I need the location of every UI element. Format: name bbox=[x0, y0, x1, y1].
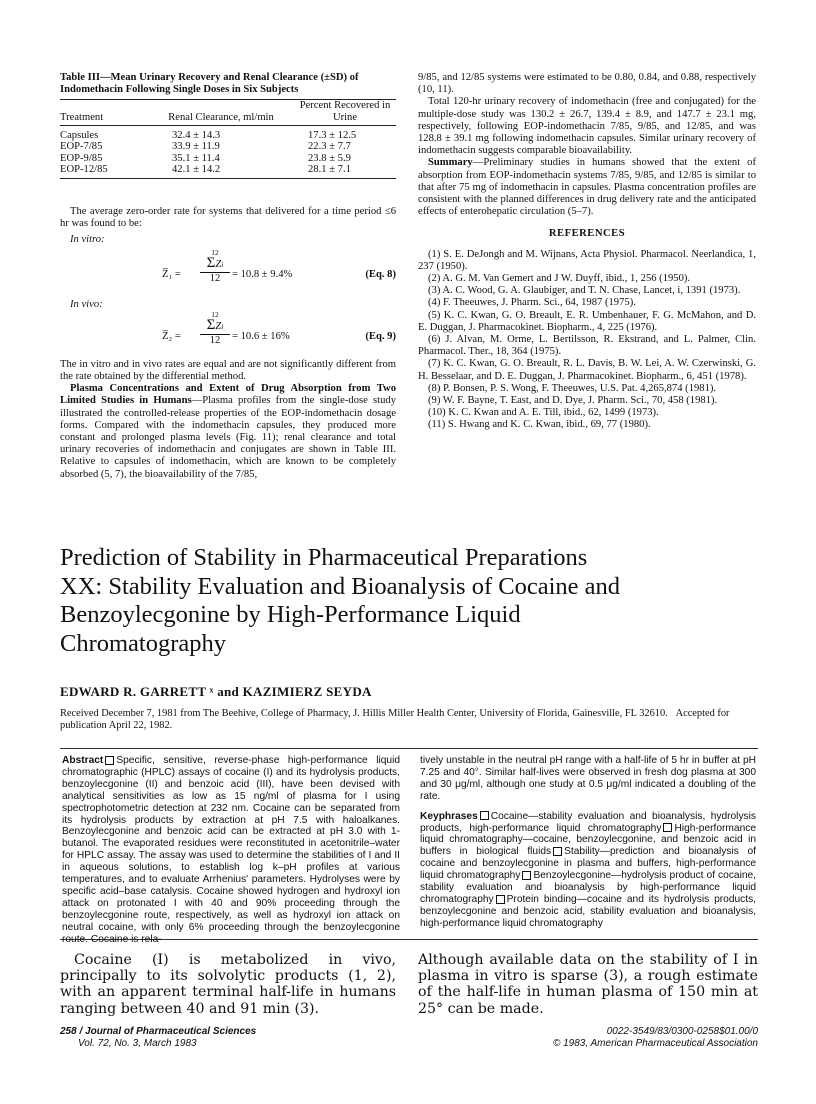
table-cell: 35.1 ± 11.4 bbox=[172, 152, 220, 164]
copyright-line: © 1983, American Pharmaceutical Association bbox=[552, 1038, 758, 1049]
in-vivo-label: In vivo: bbox=[70, 298, 103, 310]
urinary-recovery-table bbox=[60, 100, 396, 175]
eq8-lhs: Z̅₁ = bbox=[162, 268, 181, 280]
accepted-text: Accepted for publication April 22, 1982. bbox=[60, 708, 730, 731]
keyphrase-item: Stability—prediction and bioanalysis of cocaine and benzoylecgonine in plasma and buffers, high-performance liquid chromatography bbox=[420, 846, 756, 882]
in-vitro-label: In vitro: bbox=[70, 234, 105, 246]
table-row bbox=[60, 141, 396, 152]
avg-rate-paragraph: The average zero-order rate for systems that delivered for a time period ≤6 hr was found to be: bbox=[60, 206, 396, 230]
col-header-renal-clearance: Renal Clearance, ml/min bbox=[168, 111, 274, 123]
table-cell: 23.8 ± 5.9 bbox=[308, 152, 351, 164]
table-row bbox=[60, 164, 396, 175]
summary-heading: Summary bbox=[428, 157, 473, 169]
keyphrase-item: Protein binding—cocaine and its hydrolysis products, benzoylecgonine and benzoic acid, stability evaluation and bioanalysis, high-performance liquid chromatography bbox=[420, 893, 756, 929]
reference-item: (5) K. C. Kwan, G. O. Breault, E. R. Umbenhauer, F. G. McMahon, and D. E. Duggan, J. Pharmacokinet. Biopharm., 4, 225 (1976). bbox=[418, 309, 756, 333]
received-text: Received December 7, 1981 from The Beehive, College of Pharmacy, J. Hillis Miller Health Center, University of Florida, Gainesville, FL 32610. bbox=[60, 708, 668, 719]
sigma-icon: Σ bbox=[206, 254, 216, 271]
reference-item: (6) J. Alvan, M. Orme, L. Bertilsson, R. Ekstrand, and L. Palmer, Clin. Pharmacol. Ther., 18, 364 (1975). bbox=[418, 334, 756, 358]
intro-right-paragraph: Although available data on the stability of I in plasma in vitro is sparse (3), a rough estimate of the half-life in human plasma of 150 min at 25° can be made. bbox=[418, 952, 758, 1017]
table-iii-block bbox=[60, 72, 396, 179]
journal-page-line: 258 / Journal of Pharmaceutical Sciences bbox=[60, 1026, 257, 1037]
table-row bbox=[60, 130, 396, 141]
rates-equal-paragraph: The in vitro and in vivo rates are equal and are not significantly different from the rate obtained by the differential method. bbox=[60, 358, 396, 383]
table-cell: 17.3 ± 12.5 bbox=[308, 130, 357, 142]
abstract-text: Specific, sensitive, reverse-phase high-performance liquid chromatographic (HPLC) assays of cocaine (I) and its hydrolysis products, benzoylecgonine (II) and benzoic acid (III), have been devised with analytical sensitivities as low as 15 ng/ml of plasma for I using spectrophotometric detection at 232 nm. Cocaine can be separated from its hydrolysis products by extraction at pH 7.5 with haloalkanes. Benzoylecgonine and benzoic acid can be extracted at pH 3.0 with 1-butanol. The evaporated residues were reconstituted in acetonitrile–water for HPLC assay. The assay was used to determine the stabilities of I and II in aqueous solutions, to establish log k–pH profiles at various temperatures, and to evaluate Arrhenius' parameters. Hydrolyses were by specific acid–base catalysis. Cocaine showed hydrogen and hydroxyl ion attack on protonated I with 40 and 90% proceeding through the benzoylecgonine route, respectively, as well as hydroxyl ion attack on neutral cocaine, with only 6% proceeding through the benzoylecgonine route. Cocaine is rela- bbox=[62, 755, 400, 945]
abstract-continuation: tively unstable in the neutral pH range with a half-life of 5 hr in buffer at pH 7.25 and 40°. Similar half-lives were observed in fresh dog plasma at 300 and 30 μg/ml, although one study at 0.5 μg/ml indicated a doubling of the rate. bbox=[420, 755, 756, 802]
references-heading: REFERENCES bbox=[548, 228, 626, 240]
reference-item: (9) W. F. Bayne, T. East, and D. Dye, J. Pharm. Sci., 70, 458 (1981). bbox=[428, 395, 718, 407]
received-line bbox=[60, 708, 750, 732]
reference-item: (3) A. C. Wood, G. A. Glaubiger, and T. N. Chase, Lancet, i, 1391 (1973). bbox=[428, 285, 741, 297]
table-cell: 28.1 ± 7.1 bbox=[308, 163, 351, 175]
abstract-box bbox=[60, 748, 758, 945]
bioavailability-paragraph: 9/85, and 12/85 systems were estimated to be 0.80, 0.84, and 0.88, respectively (10, 11). bbox=[418, 72, 756, 96]
reference-item: (7) K. C. Kwan, G. O. Breault, R. L. Davis, B. W. Lei, A. W. Czerwinski, G. H. Besselaar, and D. E. Duggan, J. Pharmacokinet. Biopharm., 6, 451 (1978). bbox=[418, 358, 756, 382]
col-header-treatment: Treatment bbox=[60, 111, 104, 123]
square-bullet-icon bbox=[480, 811, 489, 820]
summary-paragraph: Summary—Preliminary studies in humans showed that the extent of absorption from EOP-indomethacin systems 7/85, 9/85, and 12/85 is similar to that after 75 mg of indomethacin in capsules. Plasma concentration profiles are consistent with the planned differences in drug delivery rate and the anticipated effects of enterohepatic circulation (5–7). bbox=[418, 157, 756, 218]
reference-item: (10) K. C. Kwan and A. E. Till, ibid., 62, 1499 (1973). bbox=[428, 407, 659, 419]
table-cell: 42.1 ± 14.2 bbox=[172, 163, 221, 175]
table-title: Table III—Mean Urinary Recovery and Renal Clearance (±SD) of Indomethacin Following Single Doses in Six Subjects bbox=[60, 72, 359, 95]
table-cell: Capsules bbox=[60, 130, 99, 142]
col-header-percent-recovered: Percent Recovered in Urine bbox=[299, 100, 391, 123]
reference-item: (2) A. G. M. Van Gemert and J W. Duyff, ibid., 1, 256 (1950). bbox=[428, 273, 691, 285]
issn-line: 0022-3549/83/0300-0258$01.00/0 bbox=[606, 1026, 758, 1037]
reference-item: (4) F. Theeuwes, J. Pharm. Sci., 64, 1987 (1975). bbox=[428, 297, 636, 309]
left-column bbox=[60, 206, 396, 481]
keyphrases-label: Keyphrases bbox=[420, 810, 478, 822]
reference-item: (8) P. Bonsen, P. S. Wong, F. Theeuwes, U.S. Pat. 4,265,874 (1981). bbox=[428, 382, 717, 394]
eq8-label: (Eq. 8) bbox=[365, 268, 396, 280]
eq8-rhs: = 10.8 ± 9.4% bbox=[232, 268, 293, 280]
reference-item: (11) S. Hwang and K. C. Kwan, ibid., 69, 77 (1980). bbox=[428, 419, 651, 431]
table-bottom-rule bbox=[60, 178, 396, 179]
abstract-right-column bbox=[420, 755, 756, 930]
section-heading: Plasma Concentrations and Extent of Drug Absorption from Two Limited Studies in Humans bbox=[60, 383, 396, 407]
table-cell: 32.4 ± 14.3 bbox=[172, 130, 221, 142]
plasma-concentrations-paragraph: Plasma Concentrations and Extent of Drug Absorption from Two Limited Studies in Humans—Plasma profiles from the single-dose study illustrated the controlled-release properties of the EOP-indomethacin dosage forms. Compared with the indomethacin capsules, they produced more constant and prolonged plasma levels (Fig. 11); renal clearance and total urinary recoveries of indomethacin and conjugates are shown in Table III. Relative to capsules of indomethacin, which are known to be completely absorbed (5, 7), the bioavailability of the 7/85, bbox=[60, 383, 396, 480]
table-cell: EOP-7/85 bbox=[60, 141, 103, 153]
urinary-recovery-paragraph: Total 120-hr urinary recovery of indomethacin (free and conjugated) for the multiple-dose study was 130.2 ± 26.7, 139.4 ± 8.9, and 147.7 ± 23.1 mg, respectively, following EOP-indomethacin 7/85, 9/85, and 12/85, and was 128.8 ± 39.1 mg following indomethacin capsules. Similar urinary recovery of indomethacin suggests comparable bioavailability. bbox=[418, 96, 756, 157]
eq9-lhs: Z̅₂ = bbox=[162, 330, 181, 342]
footer-left bbox=[60, 1026, 256, 1050]
reference-item: (1) S. E. DeJongh and M. Wijnans, Acta Physiol. Pharmacol. Neerlandica, 1, 237 (1950). bbox=[418, 248, 756, 272]
eq8-sum-top: 12 bbox=[211, 247, 219, 257]
eq8-numerator: ΣZi bbox=[206, 254, 224, 271]
eq8-denominator: 12 bbox=[209, 272, 221, 284]
article-authors: EDWARD R. GARRETT ˣ and KAZIMIERZ SEYDA bbox=[60, 684, 372, 699]
square-bullet-icon bbox=[553, 847, 562, 856]
equation-8 bbox=[60, 247, 396, 299]
table-cell: EOP-9/85 bbox=[60, 152, 103, 164]
eq9-sum-top: 12 bbox=[211, 309, 219, 319]
article-title: Prediction of Stability in Pharmaceutical Preparations XX: Stability Evaluation and Bioanalysis of Cocaine and Benzoylecgonine by High-Performance Liquid Chromatography bbox=[60, 544, 620, 657]
square-bullet-icon bbox=[105, 756, 114, 765]
keyphrase-item: Benzoylecgonine—hydrolysis product of cocaine, stability evaluation and bioanalysis by high-performance liquid chromatography bbox=[420, 870, 756, 905]
square-bullet-icon bbox=[496, 895, 505, 904]
eq9-rhs: = 10.6 ± 16% bbox=[232, 330, 290, 342]
right-column bbox=[418, 72, 756, 432]
square-bullet-icon bbox=[522, 871, 531, 880]
table-cell: 33.9 ± 11.9 bbox=[172, 141, 220, 153]
keyphrases-block bbox=[420, 811, 756, 930]
table-header-row bbox=[60, 100, 396, 125]
keyphrase-item: Cocaine—stability evaluation and bioanalysis, hydrolysis products, high-performance liquid chromatography bbox=[420, 810, 756, 834]
equation-9 bbox=[60, 311, 396, 359]
sigma-icon: Σ bbox=[206, 316, 216, 333]
references-list bbox=[418, 249, 756, 432]
eq9-denominator: 12 bbox=[209, 335, 221, 347]
volume-line: Vol. 72, No. 3, March 1983 bbox=[78, 1038, 197, 1049]
eq9-numerator: ΣZi bbox=[206, 316, 224, 333]
table-cell: EOP-12/85 bbox=[60, 163, 108, 175]
footer-right bbox=[553, 1026, 758, 1050]
intro-left-paragraph: Cocaine (I) is metabolized in vivo, principally to its solvolytic products (1, 2), with an apparent terminal half-life in humans ranging between 40 and 91 min (3). bbox=[60, 952, 396, 1017]
table-row bbox=[60, 153, 396, 164]
abstract-label: Abstract bbox=[62, 755, 104, 766]
keyphrase-item: High-performance liquid chromatography—cocaine, benzoylecgonine, and benzoic acid in buffers in biological fluids bbox=[420, 822, 756, 858]
square-bullet-icon bbox=[663, 823, 672, 832]
eq9-label: (Eq. 9) bbox=[365, 330, 396, 342]
abstract-left-column bbox=[62, 755, 400, 946]
table-cell: 22.3 ± 7.7 bbox=[308, 141, 351, 153]
